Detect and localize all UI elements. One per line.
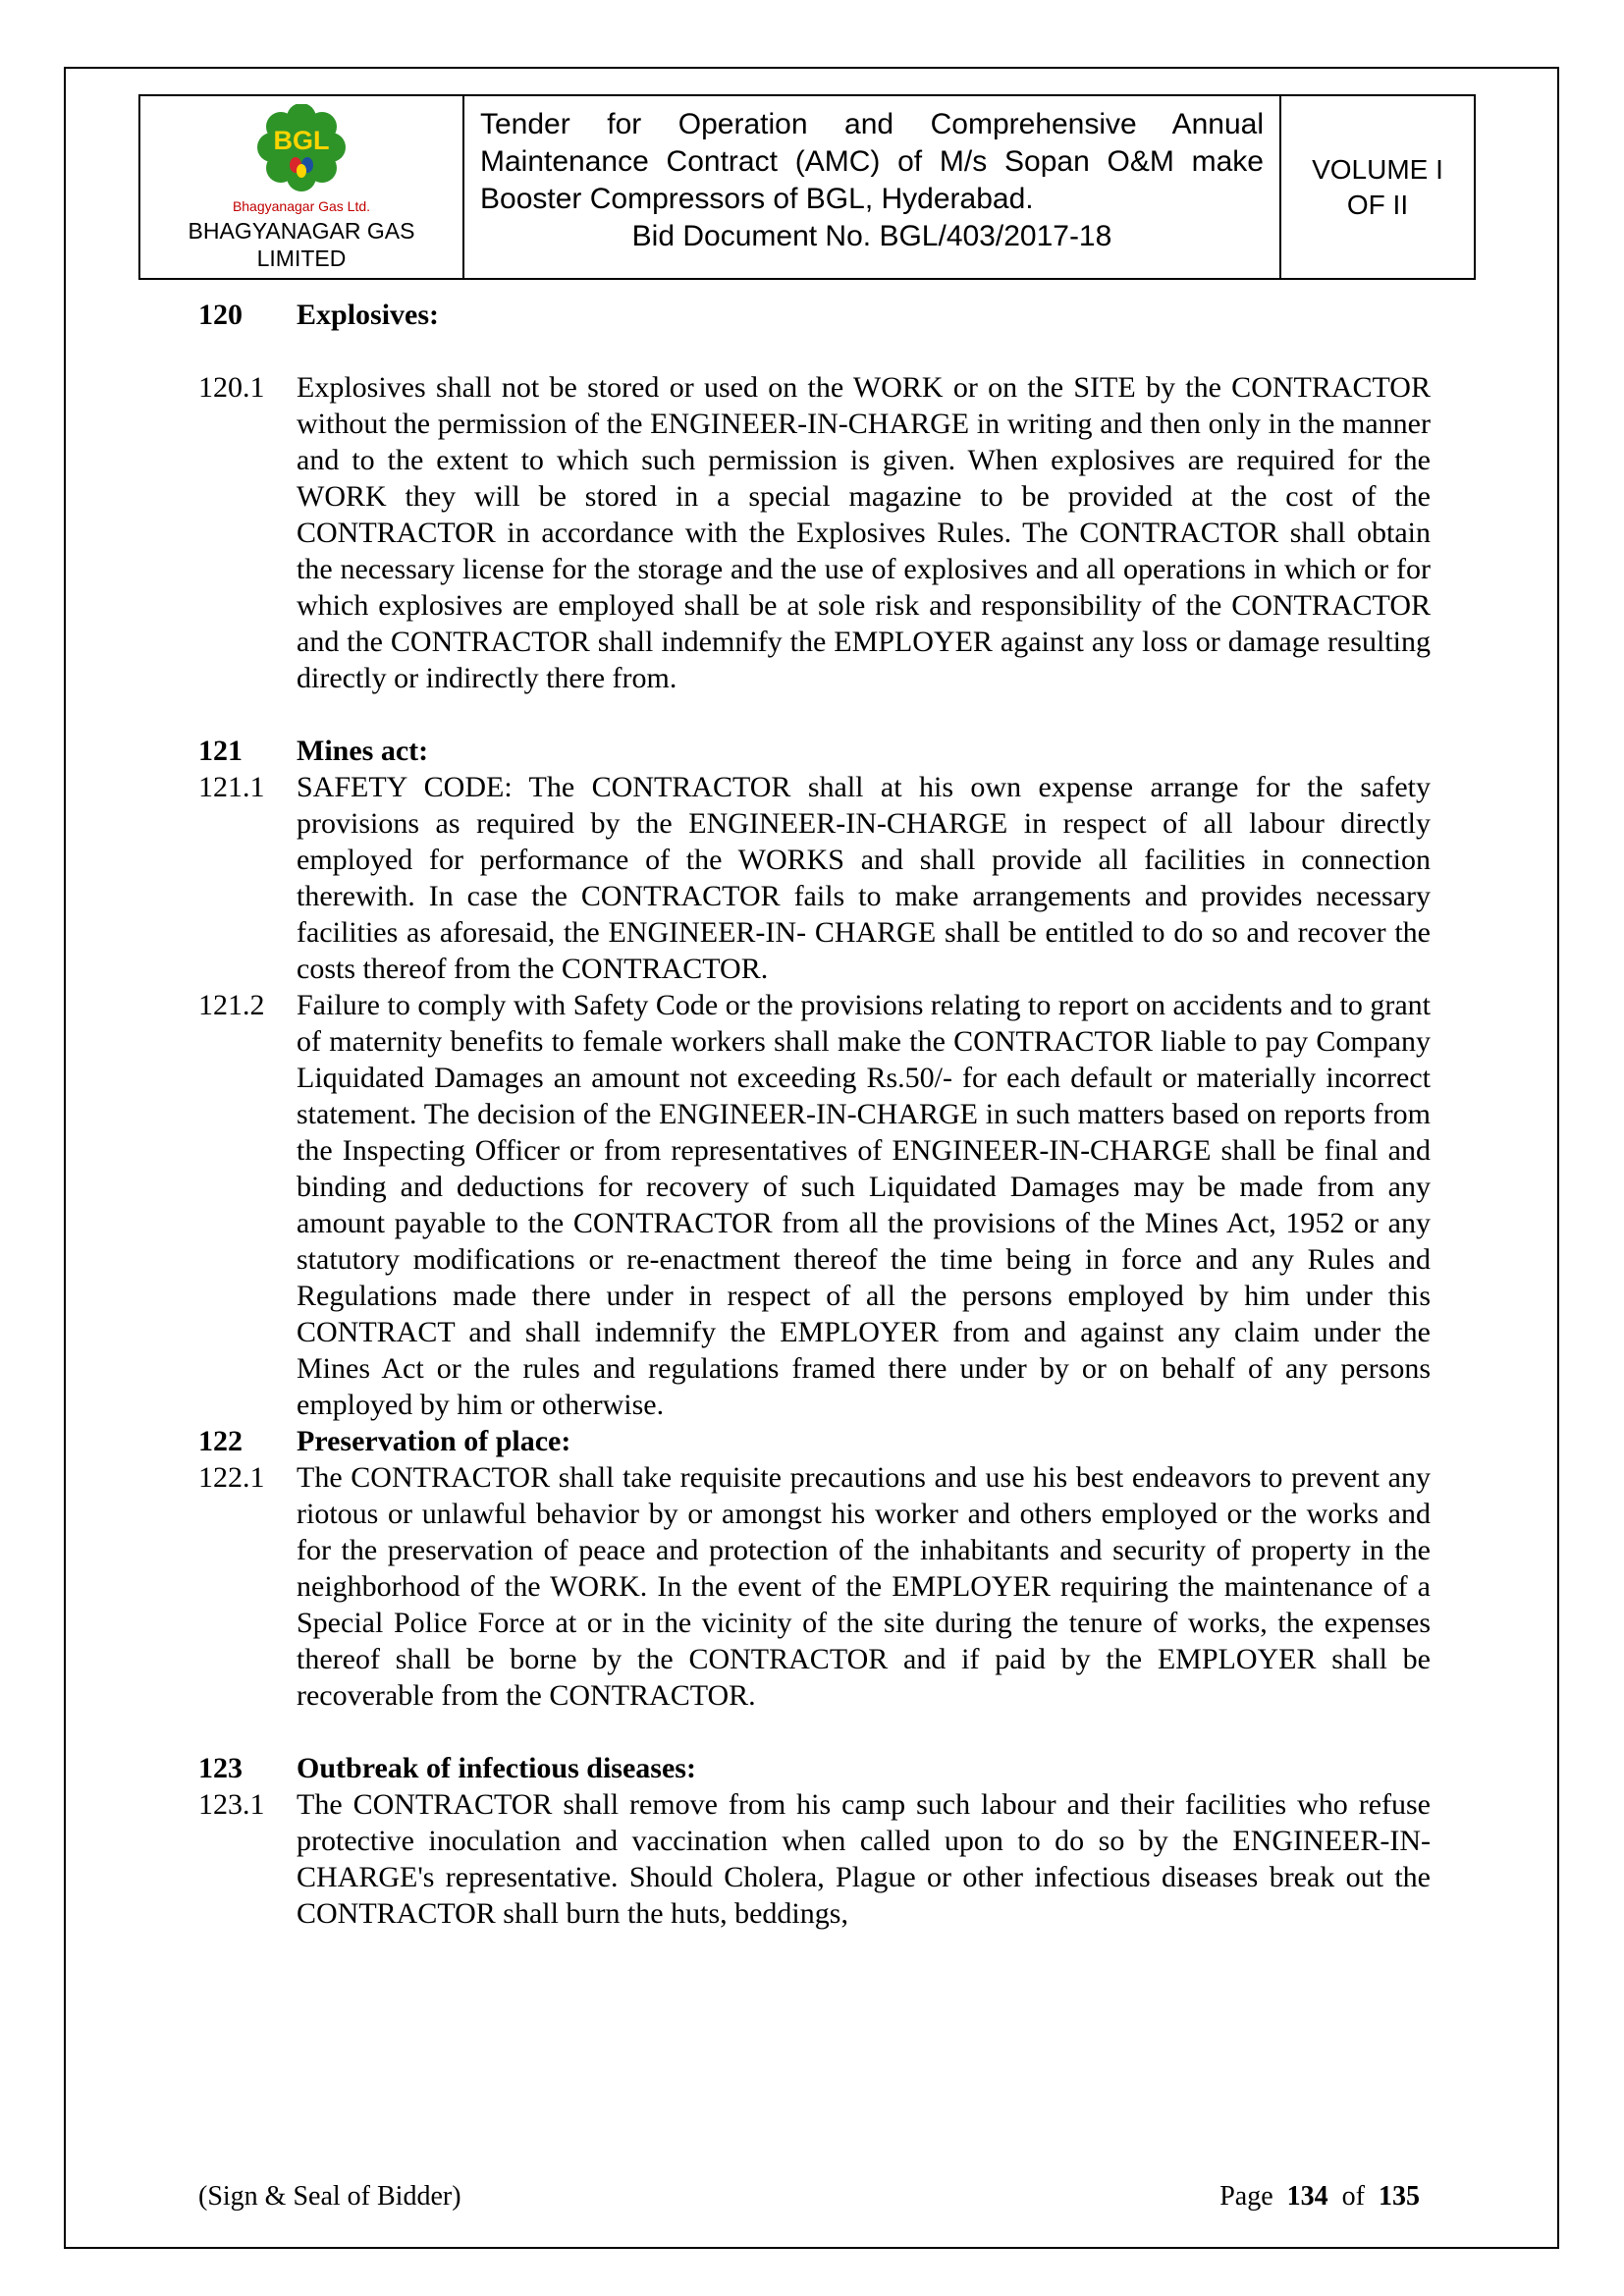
company-name: BHAGYANAGAR GAS LIMITED <box>188 218 415 271</box>
paragraph-number: 122.1 <box>198 1461 265 1494</box>
section-number: 120 <box>198 299 243 331</box>
section-title: Mines act: <box>297 735 429 767</box>
section-number: 123 <box>198 1752 243 1784</box>
page-border-frame <box>64 67 1559 2249</box>
section-number: 122 <box>198 1425 243 1457</box>
footer-page-indicator <box>1219 2180 1427 2214</box>
header-logo-cell <box>140 96 464 278</box>
document-title: Tender for Operation and Comprehensive Annual Maintenance Contract (AMC) of M/s Sopan O&M make Booster Compressors of BGL, Hyderabad. <box>480 108 1264 215</box>
paragraph-121-1 <box>198 769 1431 987</box>
header-title-cell <box>464 96 1281 278</box>
logo-subtitle: Bhagyanagar Gas Ltd. <box>232 198 371 214</box>
footer-sign-seal: (Sign & Seal of Bidder) <box>198 2181 461 2212</box>
footer-total-pages: 135 <box>1379 2181 1420 2212</box>
paragraph-122-1 <box>198 1459 1431 1714</box>
section-heading-121 <box>198 733 1431 769</box>
paragraph-120-1 <box>198 369 1431 696</box>
section-heading-123 <box>198 1750 1431 1786</box>
footer-page-label: Page <box>1219 2181 1273 2212</box>
section-heading-122 <box>198 1423 1431 1459</box>
document-footer <box>198 2180 1427 2214</box>
volume-line-1: VOLUME I <box>1312 153 1443 185</box>
section-number: 121 <box>198 735 243 767</box>
section-title: Explosives: <box>297 299 440 331</box>
document-body <box>198 297 1431 1932</box>
paragraph-121-2 <box>198 987 1431 1423</box>
footer-page-number: 134 <box>1286 2181 1328 2212</box>
paragraph-text: The CONTRACTOR shall take requisite precautions and use his best endeavors to prevent any riotous or unlawful behavior by or amongst his worker and others employed or the works and for the preservation of peace and protection of the inhabitants and security of property in the neighborhood of the WORK. In the event of the EMPLOYER requiring the maintenance of a Special Police Force at or in the vicinity of the site during the tenure of works, the expenses thereof shall be borne by the CONTRACTOR and if paid by the EMPLOYER shall be recoverable from the CONTRACTOR. <box>297 1461 1431 1712</box>
section-title: Outbreak of infectious diseases: <box>297 1752 696 1784</box>
section-title: Preservation of place: <box>297 1425 571 1457</box>
paragraph-number: 121.2 <box>198 989 265 1021</box>
paragraph-text: The CONTRACTOR shall remove from his camp such labour and their facilities who refuse protective inoculation and vaccination when called upon to do so by the ENGINEER-IN-CHARGE's representative. Should Cholera, Plague or other infectious diseases break out the CONTRACTOR shall burn the huts, beddings, <box>297 1788 1431 1930</box>
company-logo-icon <box>244 104 359 198</box>
header-volume-cell <box>1281 96 1474 278</box>
paragraph-number: 120.1 <box>198 371 265 404</box>
paragraph-number: 121.1 <box>198 771 265 803</box>
bid-document-number: Bid Document No. BGL/403/2017-18 <box>631 220 1112 252</box>
document-header <box>138 94 1476 280</box>
paragraph-123-1 <box>198 1786 1431 1932</box>
paragraph-text: SAFETY CODE: The CONTRACTOR shall at his own expense arrange for the safety provisions as required by the ENGINEER-IN-CHARGE in respect of all labour directly employed for performance of the WORKS and shall provide all facilities in connection therewith. In case the CONTRACTOR fails to make arrangements and provides necessary facilities as aforesaid, the ENGINEER-IN- CHARGE shall be entitled to do so and recover the costs thereof from the CONTRACTOR. <box>297 771 1431 985</box>
logo-acronym: BGL <box>273 126 330 155</box>
paragraph-text: Failure to comply with Safety Code or the provisions relating to report on accidents and to grant of maternity benefits to female workers shall make the CONTRACTOR liable to pay Company Liquidated Damages an amount not exceeding Rs.50/- for each default or materially incorrect statement. The decision of the ENGINEER-IN-CHARGE in such matters based on reports from the Inspecting Officer or from representatives of ENGINEER-IN-CHARGE shall be final and binding and deductions for recovery of such Liquidated Damages may be made from any amount payable to the CONTRACTOR from all the provisions of the Mines Act, 1952 or any statutory modifications or re-enactment thereof the time being in force and any Rules and Regulations made there under in respect of all the persons employed by him under this CONTRACT and shall indemnify the EMPLOYER from and against any claim under the Mines Act or the rules and regulations framed there under by or on behalf of any persons employed by him or otherwise. <box>297 989 1431 1421</box>
section-heading-120 <box>198 297 1431 333</box>
footer-of-label: of <box>1341 2181 1365 2212</box>
volume-line-2: OF II <box>1346 189 1409 220</box>
paragraph-text: Explosives shall not be stored or used on the WORK or on the SITE by the CONTRACTOR without the permission of the ENGINEER-IN-CHARGE in writing and then only in the manner and to the extent to which such permission is given. When explosives are required for the WORK they will be stored in a special magazine to be provided at the cost of the CONTRACTOR in accordance with the Explosives Rules. The CONTRACTOR shall obtain the necessary license for the storage and the use of explosives and all operations in which or for which explosives are employed shall be at sole risk and responsibility of the CONTRACTOR and the CONTRACTOR shall indemnify the EMPLOYER against any loss or damage resulting directly or indirectly there from. <box>297 371 1431 694</box>
paragraph-number: 123.1 <box>198 1788 265 1821</box>
